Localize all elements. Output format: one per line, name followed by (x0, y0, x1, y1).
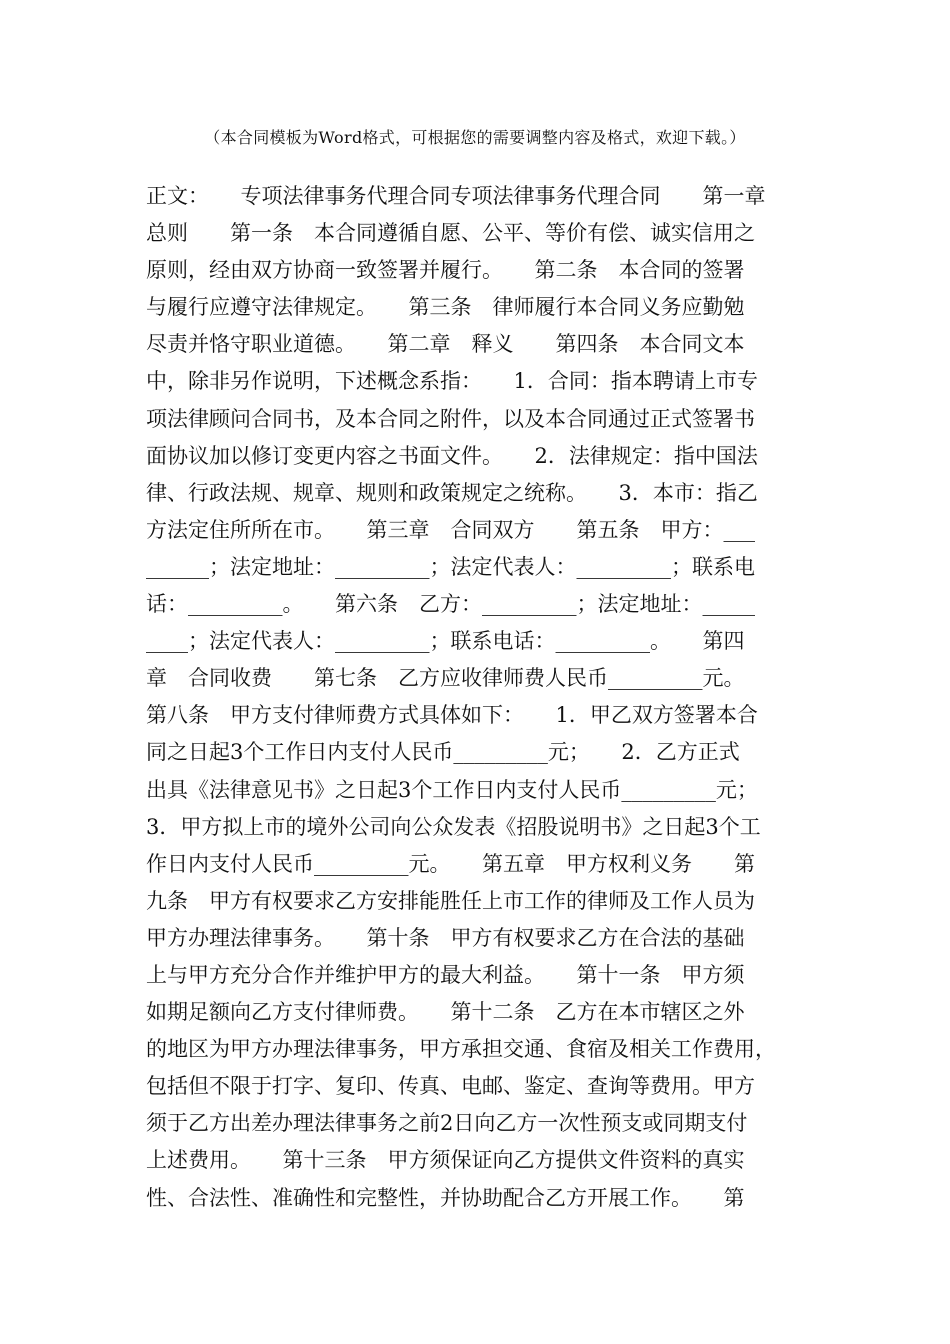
body-line: 出具《法律意见书》之日起3个工作日内支付人民币_________元； (146, 777, 758, 802)
body-line: 包括但不限于打字、复印、传真、电邮、鉴定、查询等费用。甲方 (146, 1074, 755, 1099)
body-line: ______；法定地址：_________；法定代表人：_________；联系电 (146, 554, 755, 579)
body-line: 同之日起3个工作日内支付人民币_________元； 2．乙方正式 (146, 740, 740, 765)
body-line: 总则 第一条 本合同遵循自愿、公平、等价有偿、诚实信用之 (146, 221, 755, 246)
body-line: 的地区为甲方办理法律事务，甲方承担交通、食宿及相关工作费用， (146, 1037, 776, 1062)
template-note: （本合同模板为Word格式，可根据您的需要调整内容及格式，欢迎下载。） (204, 128, 746, 147)
body-line: 九条 甲方有权要求乙方安排能胜任上市工作的律师及工作人员为 (146, 888, 755, 913)
body-line: 章 合同收费 第七条 乙方应收律师费人民币_________元。 (146, 666, 745, 691)
body-line: 与履行应遵守法律规定。 第三条 律师履行本合同义务应勤勉 (146, 295, 745, 320)
body-line: 上与甲方充分合作并维护甲方的最大利益。 第十一条 甲方须 (146, 962, 745, 987)
body-line: 3．甲方拟上市的境外公司向公众发表《招股说明书》之日起3个工 (146, 814, 761, 839)
body-line: ____；法定代表人：_________；联系电话：_________。 第四 (146, 629, 745, 654)
body-line: 甲方办理法律事务。 第十条 甲方有权要求乙方在合法的基础 (146, 925, 745, 950)
body-line: 话：_________。 第六条 乙方：_________；法定地址：_____ (146, 592, 755, 617)
body-line: 方法定住所所在市。 第三章 合同双方 第五条 甲方：___ (146, 517, 755, 542)
body-line: 第八条 甲方支付律师费方式具体如下： 1．甲乙双方签署本合 (146, 703, 758, 728)
body-line: 上述费用。 第十三条 甲方须保证向乙方提供文件资料的真实 (146, 1148, 745, 1173)
body-line: 律、行政法规、规章、规则和政策规定之统称。 3．本市：指乙 (146, 480, 758, 505)
body-line: 原则，经由双方协商一致签署并履行。 第二条 本合同的签署 (146, 258, 745, 283)
body-line: 如期足额向乙方支付律师费。 第十二条 乙方在本市辖区之外 (146, 1000, 745, 1025)
body-line: 尽责并恪守职业道德。 第二章 释义 第四条 本合同文本 (146, 332, 745, 357)
contract-body (146, 178, 806, 1217)
body-line: 须于乙方出差办理法律事务之前2日向乙方一次性预支或同期支付 (146, 1111, 748, 1136)
body-line: 正文： 专项法律事务代理合同专项法律事务代理合同 第一章 (146, 184, 766, 208)
body-line: 性、合法性、准确性和完整性，并协助配合乙方开展工作。 第 (146, 1185, 745, 1210)
body-line: 作日内支付人民币_________元。 第五章 甲方权利义务 第 (146, 851, 755, 876)
body-line: 项法律顾问合同书，及本合同之附件，以及本合同通过正式签署书 (146, 406, 755, 431)
body-line: 中，除非另作说明，下述概念系指： 1．合同：指本聘请上市专 (146, 369, 758, 394)
body-line: 面协议加以修订变更内容之书面文件。 2．法律规定：指中国法 (146, 443, 758, 468)
